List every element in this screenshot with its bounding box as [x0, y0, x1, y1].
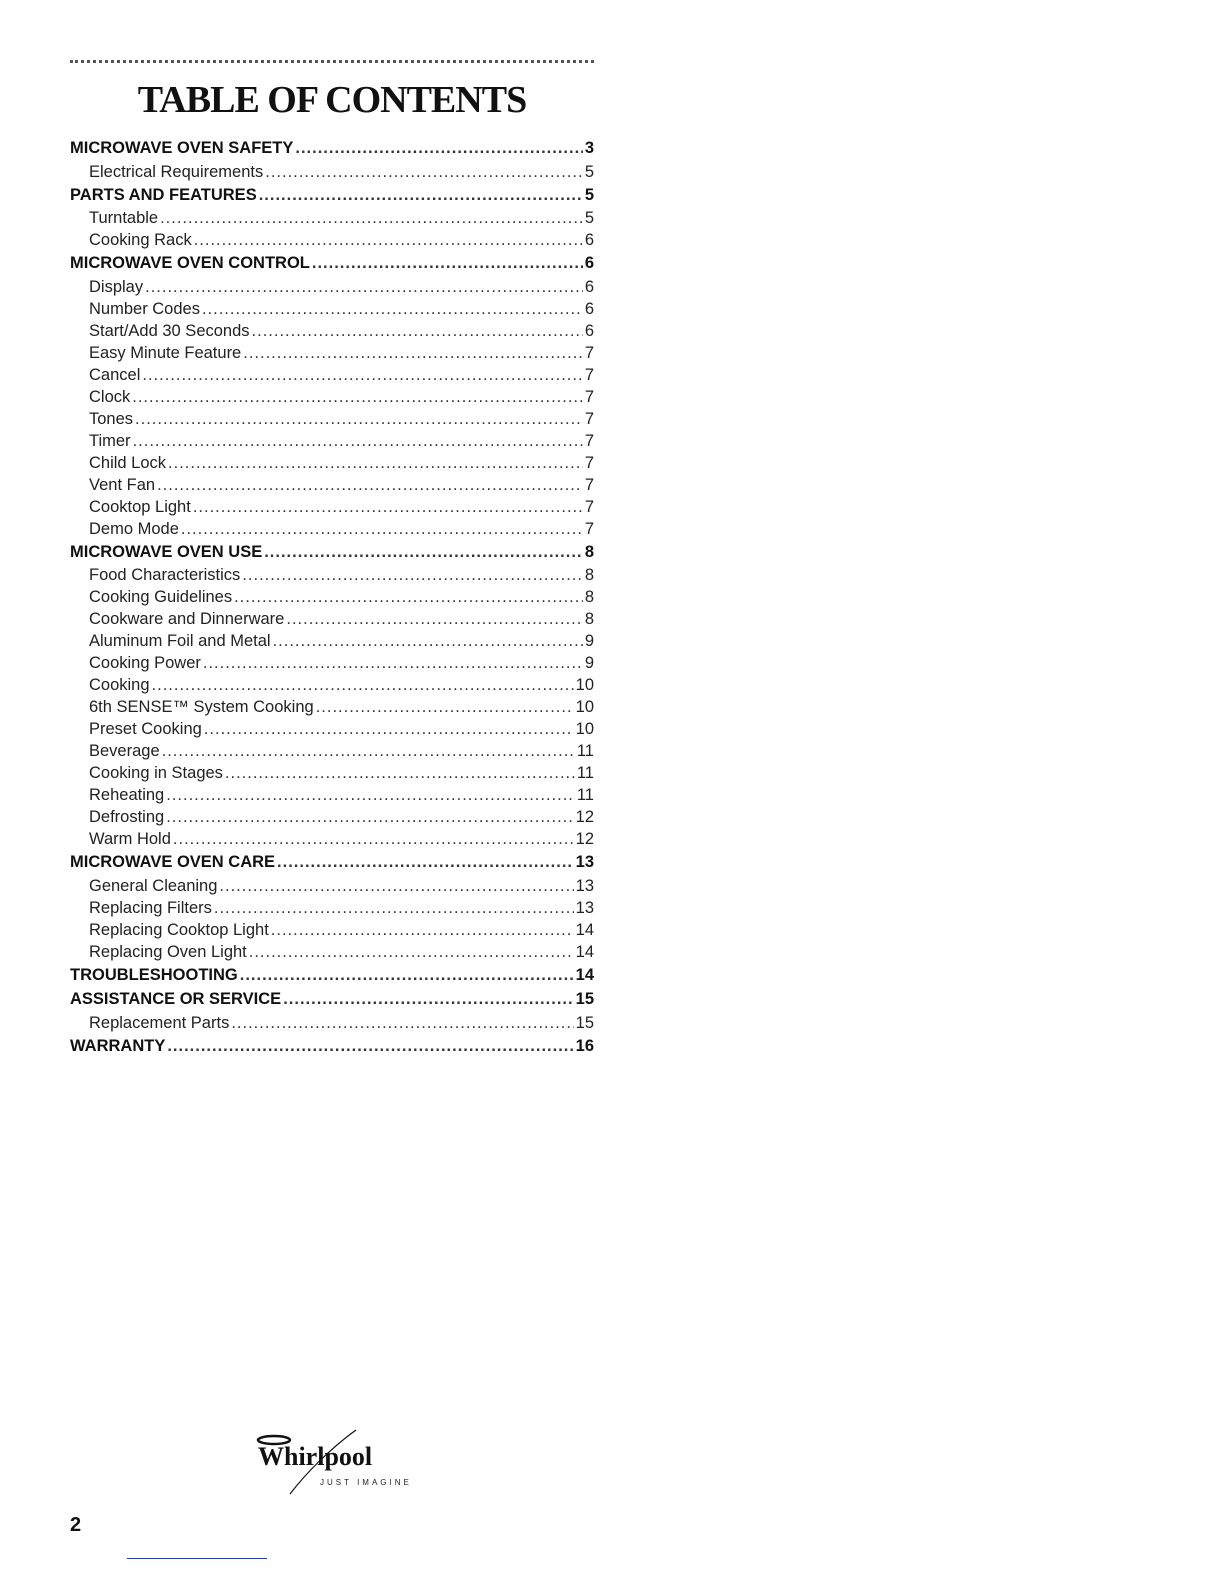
toc-entry-label: TROUBLESHOOTING	[70, 965, 238, 984]
toc-entry-page: 8	[584, 610, 594, 628]
toc-leader-dots	[283, 987, 573, 1012]
toc-leader-dots	[181, 518, 583, 540]
toc-entry-label: Replacement Parts	[89, 1013, 230, 1032]
toc-section-entry[interactable]	[70, 963, 594, 988]
toc-sub-entry[interactable]	[70, 941, 594, 963]
toc-entry-label: Reheating	[89, 786, 165, 804]
toc-entry-label: Tones	[89, 409, 134, 428]
toc-entry-label: Cooktop Light	[89, 497, 191, 516]
toc-entry-page: 8	[584, 566, 594, 584]
toc-entry-page: 11	[576, 786, 594, 804]
toc-entry-label: MICROWAVE OVEN USE	[70, 542, 263, 561]
toc-section-entry[interactable]	[70, 251, 594, 276]
toc-entry-label: Demo Mode	[89, 519, 179, 538]
toc-leader-dots	[312, 251, 583, 276]
toc-sub-entry[interactable]	[70, 207, 594, 229]
toc-leader-dots	[231, 1012, 573, 1034]
top-dotted-rule	[70, 60, 594, 63]
toc-sub-entry[interactable]	[70, 518, 594, 540]
toc-entry-page: 7	[584, 475, 594, 494]
toc-entry-page: 8	[584, 588, 594, 606]
toc-entry-label: Preset Cooking	[89, 720, 202, 738]
bottom-rule	[127, 1558, 267, 1559]
toc-sub-entry[interactable]	[70, 161, 594, 183]
toc-entry-page: 10	[575, 676, 594, 694]
toc-sub-entry[interactable]	[70, 496, 594, 518]
toc-entry-label: Cooking Power	[89, 654, 201, 672]
toc-entry-label: Food Characteristics	[89, 566, 241, 584]
toc-entry-label: PARTS AND FEATURES	[70, 185, 257, 204]
toc-entry-page: 6	[584, 277, 594, 296]
toc-entry-page: 9	[584, 654, 594, 672]
toc-entry-page: 7	[584, 431, 594, 450]
toc-entry-label: Clock	[89, 387, 131, 406]
logo-wordmark: Whirlpool	[258, 1442, 373, 1471]
toc-leader-dots	[145, 276, 583, 298]
toc-entry-page: 16	[575, 1036, 594, 1055]
toc-sub-entry[interactable]	[70, 229, 594, 251]
toc-sub-entry[interactable]	[70, 474, 594, 496]
toc-entry-label: Replacing Filters	[89, 898, 212, 917]
toc-leader-dots	[243, 342, 583, 364]
toc-leader-dots	[132, 386, 583, 408]
toc-section-entry[interactable]	[70, 850, 594, 875]
toc-leader-dots	[264, 540, 583, 565]
toc-entry-label: Cancel	[89, 365, 141, 384]
toc-entry-page: 14	[575, 920, 594, 939]
toc-entry-page: 7	[584, 497, 594, 516]
toc-leader-dots	[166, 806, 573, 828]
toc-sub-entry[interactable]	[70, 342, 594, 364]
toc-entry-page: 12	[575, 808, 594, 826]
toc-entry-label: General Cleaning	[89, 876, 218, 895]
toc-entry-page: 15	[575, 990, 594, 1008]
toc-leader-dots	[265, 161, 583, 183]
toc-entry-page: 13	[575, 853, 594, 871]
toc-sub-entry[interactable]	[70, 718, 594, 740]
toc-entry-label: Start/Add 30 Seconds	[89, 321, 250, 340]
toc-section-entry[interactable]	[70, 540, 594, 565]
toc-entry-page: 13	[575, 876, 594, 895]
toc-entry-label: Beverage	[89, 742, 160, 760]
toc-entry-label: MICROWAVE OVEN CARE	[70, 853, 276, 871]
toc-entry-label: Aluminum Foil and Metal	[89, 632, 271, 650]
toc-entry-page: 10	[575, 698, 594, 716]
toc-entry-label: MICROWAVE OVEN SAFETY	[70, 139, 294, 157]
toc-entry-label: WARRANTY	[70, 1036, 166, 1055]
toc-sub-entry[interactable]	[70, 608, 594, 630]
toc-entry-page: 12	[575, 830, 594, 848]
toc-sub-entry[interactable]	[70, 452, 594, 474]
toc-entry-label: Cookware and Dinnerware	[89, 610, 285, 628]
toc-leader-dots	[203, 652, 583, 674]
toc-sub-entry[interactable]	[70, 276, 594, 298]
toc-leader-dots	[166, 784, 575, 806]
toc-leader-dots	[142, 364, 582, 386]
table-of-contents	[70, 136, 594, 1058]
toc-section-entry[interactable]	[70, 1034, 594, 1059]
toc-leader-dots	[214, 897, 574, 919]
toc-entry-label: Timer	[89, 431, 131, 450]
toc-sub-entry[interactable]	[70, 430, 594, 452]
toc-sub-entry[interactable]	[70, 919, 594, 941]
toc-entry-page: 7	[584, 387, 594, 406]
toc-leader-dots	[316, 696, 574, 718]
toc-entry-label: Easy Minute Feature	[89, 343, 242, 362]
toc-entry-label: Turntable	[89, 209, 159, 227]
toc-entry-page: 7	[584, 519, 594, 538]
toc-leader-dots	[273, 630, 583, 652]
toc-leader-dots	[168, 452, 583, 474]
page-title: TABLE OF CONTENTS	[137, 79, 527, 121]
toc-entry-label: ASSISTANCE OR SERVICE	[70, 990, 282, 1008]
toc-entry-label: Electrical Requirements	[89, 162, 264, 181]
toc-sub-entry[interactable]	[70, 696, 594, 718]
toc-entry-label: Display	[89, 277, 144, 296]
toc-sub-entry[interactable]	[70, 897, 594, 919]
toc-sub-entry[interactable]	[70, 386, 594, 408]
toc-entry-page: 7	[584, 453, 594, 472]
toc-leader-dots	[173, 828, 574, 850]
toc-entry-label: Replacing Cooktop Light	[89, 920, 269, 939]
toc-sub-entry[interactable]	[70, 408, 594, 430]
toc-entry-label: Cooking	[89, 676, 150, 694]
toc-leader-dots	[219, 875, 573, 897]
toc-entry-page: 6	[584, 254, 594, 272]
toc-entry-page: 13	[575, 898, 594, 917]
toc-leader-dots	[202, 298, 583, 320]
toc-entry-label: Warm Hold	[89, 830, 171, 848]
toc-sub-entry[interactable]	[70, 784, 594, 806]
toc-leader-dots	[157, 474, 583, 496]
toc-section-entry[interactable]	[70, 183, 594, 208]
whirlpool-logo	[246, 1428, 446, 1498]
toc-sub-entry[interactable]	[70, 298, 594, 320]
toc-entry-page: 11	[576, 764, 594, 782]
toc-entry-label: Vent Fan	[89, 475, 156, 494]
toc-leader-dots	[252, 320, 583, 342]
toc-leader-dots	[135, 408, 583, 430]
toc-entry-label: Number Codes	[89, 299, 200, 318]
page-number: 2	[70, 1514, 82, 1536]
toc-entry-page: 15	[575, 1013, 594, 1032]
toc-sub-entry[interactable]	[70, 320, 594, 342]
toc-entry-page: 10	[575, 720, 594, 738]
toc-sub-entry[interactable]	[70, 740, 594, 762]
toc-entry-page: 14	[575, 942, 594, 961]
toc-entry-page: 7	[584, 409, 594, 428]
toc-entry-page: 8	[584, 542, 594, 561]
toc-sub-entry[interactable]	[70, 564, 594, 586]
toc-leader-dots	[234, 586, 583, 608]
toc-leader-dots	[133, 430, 583, 452]
toc-leader-dots	[167, 1034, 573, 1059]
toc-sub-entry[interactable]	[70, 762, 594, 784]
toc-entry-page: 5	[584, 162, 594, 181]
toc-entry-label: Defrosting	[89, 808, 165, 826]
toc-entry-page: 5	[584, 209, 594, 227]
toc-entry-page: 3	[584, 139, 594, 157]
toc-entry-label: Replacing Oven Light	[89, 942, 247, 961]
toc-leader-dots	[160, 207, 583, 229]
toc-entry-page: 6	[584, 321, 594, 340]
toc-entry-page: 14	[575, 965, 594, 984]
toc-leader-dots	[204, 718, 574, 740]
toc-leader-dots	[249, 941, 574, 963]
toc-entry-page: 6	[584, 299, 594, 318]
toc-entry-label: Child Lock	[89, 453, 167, 472]
toc-leader-dots	[162, 740, 575, 762]
logo-tagline: JUST IMAGINE	[320, 1478, 412, 1487]
toc-entry-page: 7	[584, 343, 594, 362]
toc-sub-entry[interactable]	[70, 652, 594, 674]
toc-entry-label: 6th SENSE™ System Cooking	[89, 698, 314, 716]
toc-leader-dots	[242, 564, 583, 586]
toc-section-entry[interactable]	[70, 987, 594, 1012]
toc-leader-dots	[240, 963, 574, 988]
toc-leader-dots	[152, 674, 574, 696]
toc-section-entry[interactable]	[70, 136, 594, 161]
toc-sub-entry[interactable]	[70, 875, 594, 897]
toc-leader-dots	[193, 496, 583, 518]
toc-leader-dots	[286, 608, 582, 630]
toc-entry-label: Cooking Guidelines	[89, 588, 233, 606]
toc-entry-page: 6	[584, 231, 594, 249]
toc-leader-dots	[259, 183, 583, 208]
toc-sub-entry[interactable]	[70, 364, 594, 386]
toc-sub-entry[interactable]	[70, 1012, 594, 1034]
toc-entry-label: Cooking Rack	[89, 231, 192, 249]
toc-sub-entry[interactable]	[70, 828, 594, 850]
toc-sub-entry[interactable]	[70, 586, 594, 608]
toc-sub-entry[interactable]	[70, 630, 594, 652]
toc-leader-dots	[277, 850, 574, 875]
toc-entry-page: 9	[584, 632, 594, 650]
toc-sub-entry[interactable]	[70, 674, 594, 696]
toc-entry-page: 5	[584, 185, 594, 204]
toc-entry-page: 11	[576, 742, 594, 760]
toc-entry-label: MICROWAVE OVEN CONTROL	[70, 254, 310, 272]
toc-leader-dots	[295, 136, 582, 161]
toc-entry-page: 7	[584, 365, 594, 384]
toc-leader-dots	[194, 229, 583, 251]
toc-entry-label: Cooking in Stages	[89, 764, 223, 782]
toc-leader-dots	[271, 919, 574, 941]
toc-leader-dots	[225, 762, 575, 784]
toc-sub-entry[interactable]	[70, 806, 594, 828]
